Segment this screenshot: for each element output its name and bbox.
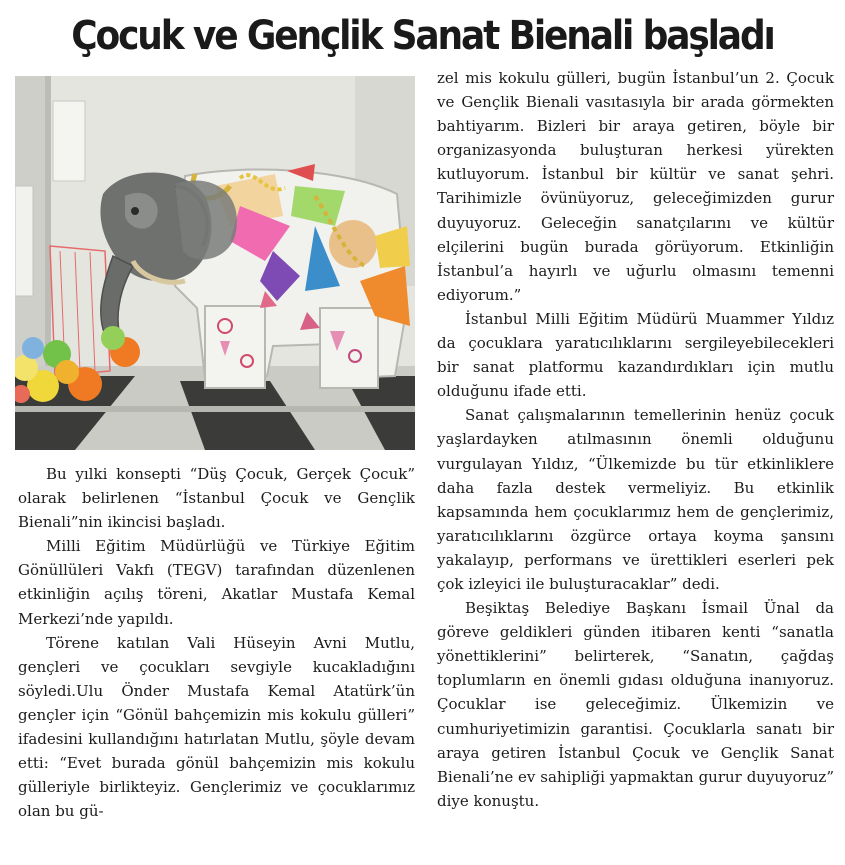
article-column-right: [437, 66, 834, 813]
paragraph: Beşiktaş Belediye Başkanı İsmail Ünal da göreve geldikleri günden itibaren kenti “sanatla yönettiklerini” belirterek, “Sanatın, çağdaş toplumların en önemli gıdası olduğuna inanıyoruz. Çocuklar ise geleceğimiz. Ülkemizin ve cumhuriyetimizin garantisi. Çocuklarla sanatı bir araya getiren İstanbul Çocuk ve Gençlik Sanat Bienali’ne ev sahipliği yapmaktan gurur duyuyoruz” diye konuştu.: [437, 599, 834, 810]
paragraph-continuation: zel mis kokulu gülleri, bugün İstanbul’un 2. Çocuk ve Gençlik Bienali vasıtasıyla bir arada görmekten bahtiyarım. Bizleri bir araya getiren, böyle bir organizasyonda buluşturan herkesi yürekten kutluyorum. İstanbul bir kültür ve sanat şehri. Tarihimizle övünüyoruz, geleceğimizden gurur duyuyoruz. Geleceğin sanatçılarını ve kültür elçilerini bugün burada görüyorum. Etkinliğin İstanbul’a hayırlı ve uğurlu olmasını temenni ediyorum.”: [437, 69, 834, 304]
article-photo: [15, 76, 415, 450]
paragraph: Törene katılan Vali Hüseyin Avni Mutlu, gençleri ve çocukları sevgiyle kucakladığını söyledi.Ulu Önder Mustafa Kemal Atatürk’ün gençler için “Gönül bahçemizin mis kokulu gülleri” ifadesini kullandığını hatırlatan Mutlu, şöyle devam etti: “Evet burada gönül bahçemizin mis kokulu gülleriyle birlikteyiz. Gençlerimiz ve çocuklarımız olan bu gü-: [18, 633, 415, 821]
paragraph: İstanbul Milli Eğitim Müdürü Muammer Yıldız da çocuklara yaratıcılıklarını sergileyebilecekleri bir sanat platformu kazandırdıkları için mutlu olduğunu ifade etti.: [437, 309, 834, 401]
paragraph: Bu yılki konsepti “Düş Çocuk, Gerçek Çocuk” olarak belirlenen “İstanbul Çocuk ve Gençlik Bienali”nin ikincisi başladı.: [18, 465, 415, 532]
paragraph: Milli Eğitim Müdürlüğü ve Türkiye Eğitim Gönüllüleri Vakfı (TEGV) tarafından düzenlenen etkinliğin açılış töreni, Akatlar Mustafa Kemal Merkezi’nde yapıldı.: [18, 537, 415, 628]
article-column-left: [18, 462, 415, 823]
elephant-sculpture-photo: [15, 76, 415, 450]
paragraph: Sanat çalışmalarının temellerinin henüz çocuk yaşlardayken atılmasının önemli olduğunu vurgulayan Yıldız, “Ülkemizde bu tür etkinliklere daha fazla destek vermeliyiz. Bu etkinlik kapsamında hem çocuklarımız hem de gençlerimiz, yaratıcılıklarını özgürce ortaya koyma şansını yakalayıp, performans ve ürettikleri eserleri pek çok izleyici ile buluşturacaklar” dedi.: [437, 406, 834, 593]
headline: Çocuk ve Gençlik Sanat Bienali başladı: [71, 13, 774, 59]
